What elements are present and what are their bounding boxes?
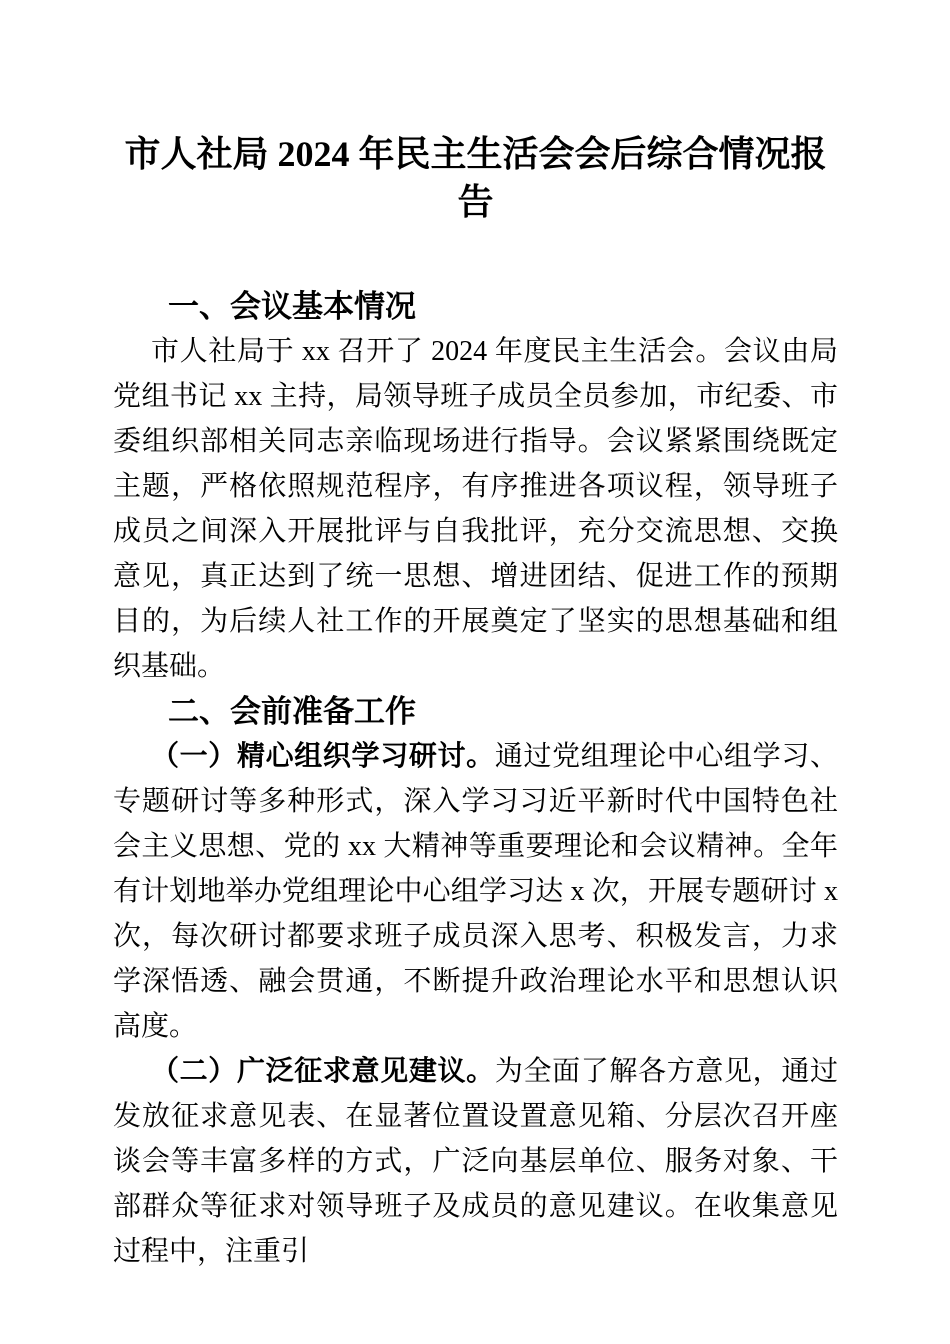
paragraph-2-text: 通过党组理论中心组学习、专题研讨等多种形式，深入学习习近平新时代中国特色社会主义思想、党的 xx 大精神等重要理论和会议精神。全年有计划地举办党组理论中心组学习达 x 次，开展专题研讨 x 次，每次研讨都要求班子成员深入思考、积极发言，力求学深悟透、融会贯通，不断提升政治理论水平和思想认识高度。 <box>113 741 838 1042</box>
section-heading-2: 二、会前准备工作 <box>168 694 416 729</box>
paragraph-2 <box>113 734 838 1049</box>
paragraph-2-lead: （一）精心组织学习研讨。 <box>151 741 495 772</box>
paragraph-3-text: 为全面了解各方意见，通过发放征求意见表、在显著位置设置意见箱、分层次召开座谈会等丰富多样的方式，广泛向基层单位、服务对象、干部群众等征求对领导班子及成员的意见建议。在收集意见过程中，注重引 <box>113 1056 838 1267</box>
document-title: 市人社局 2024 年民主生活会会后综合情况报告 <box>124 134 827 222</box>
paragraph-3 <box>113 1049 838 1274</box>
paragraph-3-lead: （二）广泛征求意见建议。 <box>151 1056 495 1087</box>
section-heading-1: 一、会议基本情况 <box>168 289 416 324</box>
paragraph-1 <box>113 329 838 689</box>
paragraph-1-text: 市人社局于 xx 召开了 2024 年度民主生活会。会议由局党组书记 xx 主持，局领导班子成员全员参加，市纪委、市委组织部相关同志亲临现场进行指导。会议紧紧围绕既定主题，严格依照规范程序，有序推进各项议程，领导班子成员之间深入开展批评与自我批评，充分交流思想、交换意见，真正达到了统一思想、增进团结、促进工作的预期目的，为后续人社工作的开展奠定了坚实的思想基础和组织基础。 <box>113 336 838 682</box>
